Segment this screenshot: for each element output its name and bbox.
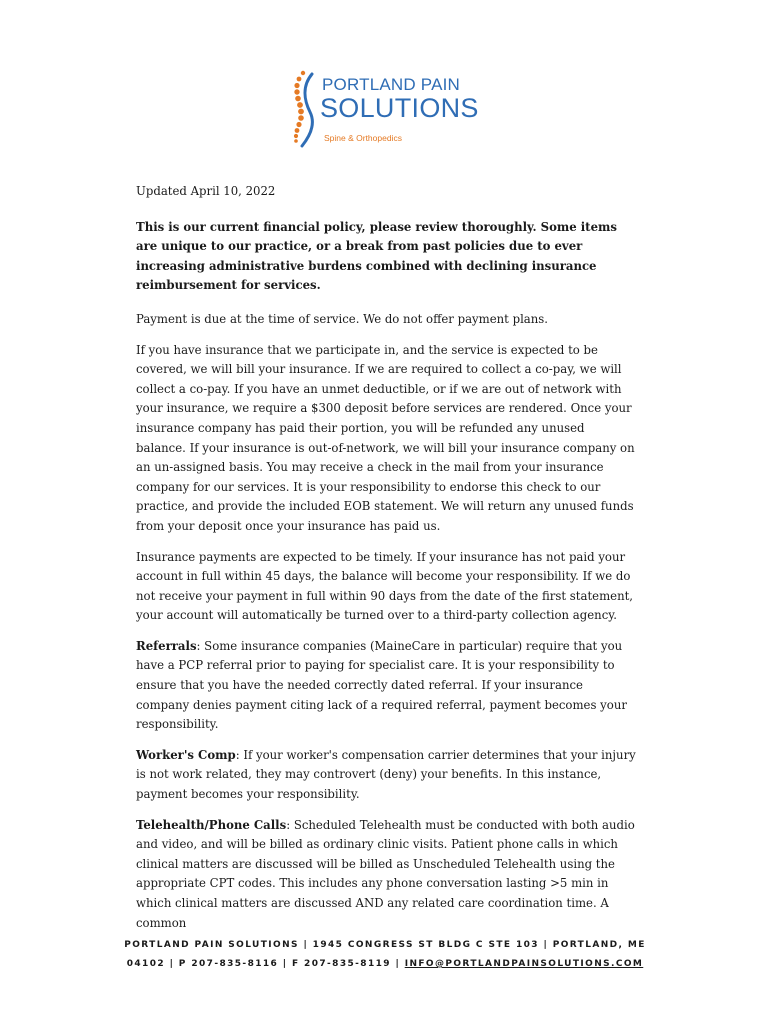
page-footer — [0, 936, 770, 974]
footer-phone-fax: 04102 | P 207-835-8116 | F 207-835-8119 | — [126, 959, 405, 969]
logo-tagline: Spine & Orthopedics — [324, 133, 402, 143]
workers-comp-paragraph — [136, 746, 636, 805]
logo-name-line-1: PORTLAND PAIN — [322, 75, 461, 94]
insurance-paragraph: If you have insurance that we participate in, and the service is expected to be covered, we will bill your insurance. If we are required to collect a co-pay, we will collect a co-pay. If you have an unmet deductible, or if we are out of network with your insurance, we require a $300 deposit before services are rendered. Once your insurance company has paid their portion, you will be refunded any unused balance. If your insurance is out-of-network, we will bill your insurance company on an un-assigned basis. You may receive a check in the mail from your insurance company for our services. It is your responsibility to endorse this check to our practice, and provide the included EOB statement. We will return any unused funds from your deposit once your insurance has paid us. — [136, 342, 635, 533]
footer-contact-line — [0, 955, 770, 974]
intro-paragraph: This is our current financial policy, please review thoroughly. Some items are unique to our practice, or a break from past policies due to ever increasing administrative burdens combined with declining insurance reimbursement for services. — [136, 219, 617, 293]
referrals-paragraph — [136, 637, 636, 735]
telehealth-label: Telehealth/Phone Calls — [136, 817, 287, 832]
footer-address-line: PORTLAND PAIN SOLUTIONS | 1945 CONGRESS ST BLDG C STE 103 | PORTLAND, ME — [124, 940, 646, 950]
timely-payment-paragraph: Insurance payments are expected to be timely. If your insurance has not paid your account in full within 45 days, the balance will become your responsibility. If we do not receive your payment in full within 90 days from the date of the first statement, your account will automatically be turned over to a third-party collection agency. — [136, 549, 634, 623]
practice-logo — [288, 70, 488, 150]
logo-name-line-2: SOLUTIONS — [320, 93, 479, 123]
policy-body — [136, 182, 636, 944]
telehealth-paragraph — [136, 816, 636, 934]
telehealth-text: : Scheduled Telehealth must be conducted with both audio and video, and will be billed as ordinary clinic visits. Patient phone calls in which clinical matters are discussed will be billed as Unscheduled Telehealth using the appropriate CPT codes. This includes any phone conversation lasting >5 min in which clinical matters are discussed AND any related care coordination time. A common — [136, 817, 635, 930]
referrals-text: : Some insurance companies (MaineCare in particular) require that you have a PCP referral prior to paying for specialist care. It is your responsibility to ensure that you have the needed correctly dated referral. If your insurance company denies payment citing lack of a required referral, payment becomes your responsibility. — [136, 638, 627, 732]
referrals-label: Referrals — [136, 638, 197, 653]
footer-email-link[interactable]: INFO@PORTLANDPAINSOLUTIONS.COM — [404, 959, 644, 969]
workers-comp-label: Worker's Comp — [136, 747, 236, 762]
workers-comp-text: : If your worker's compensation carrier determines that your injury is not work related, they may controvert (deny) your benefits. In this instance, payment becomes your responsibility. — [136, 747, 636, 802]
payment-paragraph: Payment is due at the time of service. We do not offer payment plans. — [136, 311, 549, 326]
updated-date: Updated April 10, 2022 — [136, 184, 276, 198]
